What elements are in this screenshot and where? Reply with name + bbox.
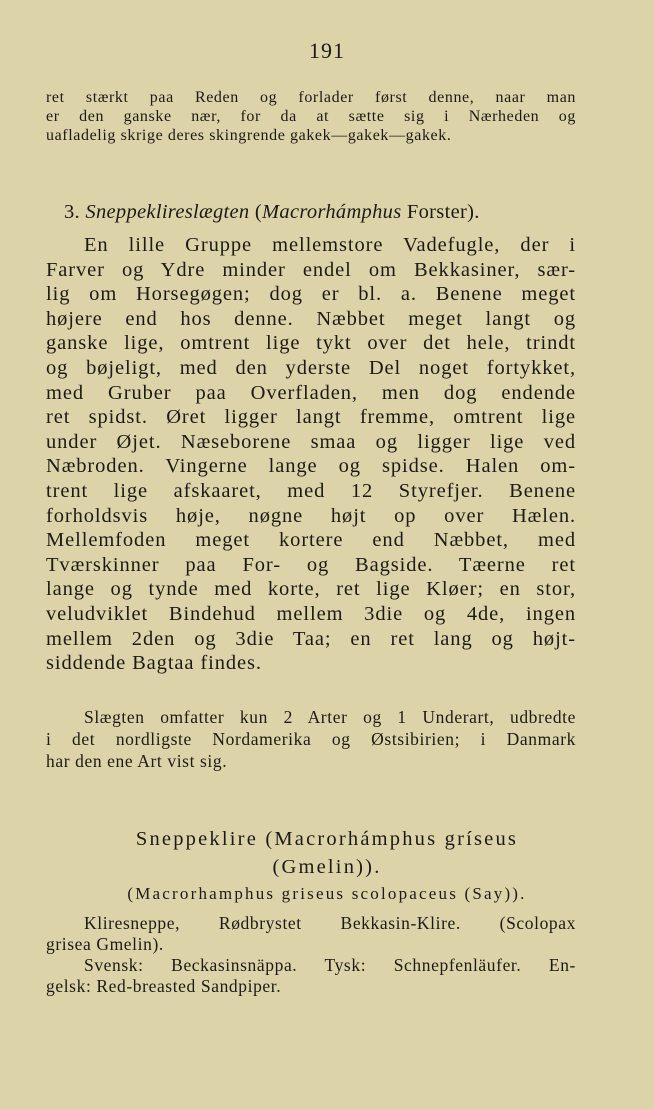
section-genus: Macrorhámphus bbox=[262, 201, 402, 223]
text-line: har den ene Art vist sig. bbox=[46, 751, 228, 771]
distribution-paragraph bbox=[46, 706, 576, 772]
text-line: lig om Horsegøgen; dog er bl. a. Benene meget bbox=[46, 283, 576, 306]
text-line: Farver og Ydre minder endel om Bekkasiner, sær- bbox=[46, 258, 576, 281]
section-number: 3. bbox=[64, 201, 80, 223]
text-line: med Gruber paa Overfladen, men dog endende bbox=[46, 381, 576, 404]
page-number: 191 bbox=[309, 38, 345, 63]
intro-paragraph bbox=[46, 88, 576, 145]
text-line: siddende Bagtaa findes. bbox=[46, 652, 262, 675]
text-line: lange og tynde med korte, ret lige Kløer; en stor, bbox=[46, 578, 576, 601]
text-line: trent lige afskaaret, med 12 Styrefjer. Benene bbox=[46, 479, 576, 502]
text-line: Slægten omfatter kun 2 Arter og 1 Underart, udbredte bbox=[84, 707, 576, 727]
description-paragraph bbox=[46, 233, 576, 676]
synonym-line: (Macrorhamphus griseus scolopaceus (Say)). bbox=[127, 884, 527, 903]
section-name: Sneppeklireslægten bbox=[85, 201, 250, 223]
species-heading bbox=[30, 825, 624, 881]
species-synonym bbox=[30, 884, 624, 904]
text-line: Næbroden. Vingerne lange og spidse. Halen om- bbox=[46, 455, 576, 478]
text-line: gelsk: Red-breasted Sandpiper. bbox=[46, 976, 282, 996]
text-line: Mellemfoden meget kortere end Næbbet, med bbox=[46, 529, 576, 552]
text-line: i det nordligste Nordamerika og Østsibirien; i Danmark bbox=[46, 729, 576, 749]
text-line: Svensk: Beckasinsnäppa. Tysk: Schnepfenläufer. En- bbox=[84, 955, 576, 975]
section-author: Forster). bbox=[406, 201, 480, 223]
text-line: ret stærkt paa Reden og forlader først denne, naar man bbox=[46, 89, 576, 106]
text-line: højere end hos denne. Næbbet meget langt og bbox=[46, 307, 576, 330]
species-title-line: Sneppeklire (Macrorhámphus gríseus bbox=[135, 828, 519, 850]
section-heading bbox=[64, 201, 564, 224]
text-line: En lille Gruppe mellemstore Vadefugle, der i bbox=[84, 234, 576, 256]
text-line: Tværskinner paa For- og Bagside. Tæerne ret bbox=[46, 553, 576, 576]
section-paren: ( bbox=[254, 201, 263, 223]
text-line: grisea Gmelin). bbox=[46, 934, 164, 954]
text-line: og bøjeligt, med den yderste Del noget fortykket, bbox=[46, 356, 576, 379]
text-line: ganske lige, omtrent lige tykt over det hele, trindt bbox=[46, 332, 576, 355]
text-line: uafladelig skrige deres skingrende gakek—gakek—gakek. bbox=[46, 127, 452, 144]
text-line: mellem 2den og 3die Taa; en ret lang og højt- bbox=[46, 627, 576, 650]
text-line: er den ganske nær, for da at sætte sig i Nærheden og bbox=[46, 108, 576, 125]
common-names-paragraph bbox=[46, 913, 576, 997]
species-title-line: (Gmelin)). bbox=[272, 856, 382, 878]
text-line: veludviklet Bindehud mellem 3die og 4de, ingen bbox=[46, 602, 576, 625]
text-line: ret spidst. Øret ligger langt fremme, omtrent lige bbox=[46, 406, 576, 429]
text-line: under Øjet. Næseborene smaa og ligger lige ved bbox=[46, 430, 576, 453]
text-line: Kliresneppe, Rødbrystet Bekkasin-Klire. (Scolopax bbox=[84, 913, 576, 933]
text-line: forholdsvis høje, nøgne højt op over Hælen. bbox=[46, 504, 576, 527]
